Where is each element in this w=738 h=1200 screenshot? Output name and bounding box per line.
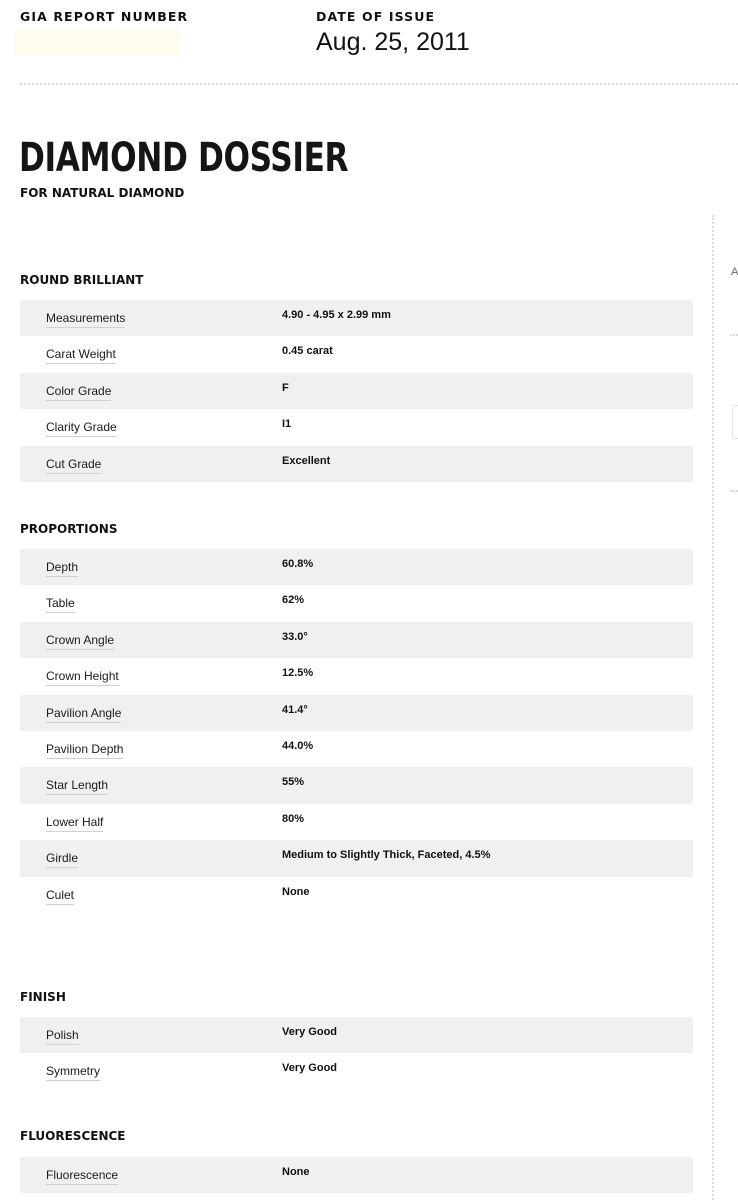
row-value-measurements: 4.90 - 4.95 x 2.99 mm xyxy=(282,309,391,321)
date-of-issue-label: DATE OF ISSUE xyxy=(316,9,436,24)
table-row xyxy=(20,731,693,767)
row-value-depth: 60.8% xyxy=(282,558,314,570)
grading-table-fluorescence xyxy=(20,1157,693,1193)
row-label-polish: Polish xyxy=(46,1028,79,1045)
row-value-fluorescence: None xyxy=(282,1166,310,1178)
row-label-pavilion-depth: Pavilion Depth xyxy=(46,742,123,759)
row-value-lower-half: 80% xyxy=(282,812,305,825)
row-value-crown-angle: 33.0° xyxy=(282,630,308,643)
row-value-clarity-grade: I1 xyxy=(282,418,292,431)
row-label-symmetry: Symmetry xyxy=(46,1064,100,1081)
table-row xyxy=(20,622,693,658)
row-value-crown-height: 12.5% xyxy=(282,667,314,680)
row-label-crown-height: Crown Height xyxy=(46,669,119,686)
date-of-issue-value: Aug. 25, 2011 xyxy=(316,28,470,56)
row-label-carat-weight: Carat Weight xyxy=(46,347,116,364)
row-value-symmetry: Very Good xyxy=(282,1062,338,1075)
row-label-table: Table xyxy=(46,596,75,613)
row-label-cut-grade: Cut Grade xyxy=(46,457,101,474)
report-number-label: GIA REPORT NUMBER xyxy=(20,9,189,24)
side-panel-box xyxy=(732,405,738,439)
section-title-proportions: PROPORTIONS xyxy=(20,522,118,536)
side-panel-dots xyxy=(730,490,738,492)
table-row xyxy=(20,549,693,585)
row-label-clarity-grade: Clarity Grade xyxy=(46,420,117,437)
table-row xyxy=(20,300,693,336)
section-title-finish: FINISH xyxy=(20,990,66,1004)
row-value-table: 62% xyxy=(282,594,305,607)
table-row xyxy=(20,585,693,621)
row-value-polish: Very Good xyxy=(282,1026,338,1038)
table-row xyxy=(20,373,693,409)
row-label-fluorescence: Fluorescence xyxy=(46,1168,118,1185)
section-title-round-brilliant: ROUND BRILLIANT xyxy=(20,273,144,287)
row-label-crown-angle: Crown Angle xyxy=(46,633,114,650)
row-value-star-length: 55% xyxy=(282,776,305,789)
table-row xyxy=(20,877,693,913)
header-divider xyxy=(20,83,738,85)
row-value-carat-weight: 0.45 carat xyxy=(282,345,333,358)
table-row xyxy=(20,1017,693,1053)
row-value-culet: None xyxy=(282,885,310,898)
row-value-cut-grade: Excellent xyxy=(282,454,331,467)
table-row xyxy=(20,695,693,731)
row-value-pavilion-angle: 41.4° xyxy=(282,703,308,716)
page-subtitle: FOR NATURAL DIAMOND xyxy=(20,186,185,200)
table-row xyxy=(20,658,693,694)
side-panel-dots xyxy=(730,334,738,336)
report-number-value-redacted xyxy=(14,30,180,56)
side-panel-letter: A xyxy=(731,266,738,278)
row-value-color-grade: F xyxy=(282,381,289,394)
row-value-pavilion-depth: 44.0% xyxy=(282,739,314,752)
row-label-depth: Depth xyxy=(46,560,78,577)
table-row xyxy=(20,767,693,803)
table-row xyxy=(20,446,693,482)
row-label-pavilion-angle: Pavilion Angle xyxy=(46,706,121,723)
table-row xyxy=(20,840,693,876)
section-title-fluorescence: FLUORESCENCE xyxy=(20,1129,126,1143)
table-row xyxy=(20,336,693,372)
row-label-lower-half: Lower Half xyxy=(46,815,103,832)
grading-table-round-brilliant xyxy=(20,300,693,482)
row-label-culet: Culet xyxy=(46,888,74,905)
row-label-color-grade: Color Grade xyxy=(46,384,111,401)
grading-table-proportions xyxy=(20,549,693,913)
table-row xyxy=(20,409,693,445)
grading-table-finish xyxy=(20,1017,693,1090)
side-panel-divider xyxy=(712,215,714,1200)
table-row xyxy=(20,1157,693,1193)
row-label-measurements: Measurements xyxy=(46,311,125,328)
page-title: DIAMOND DOSSIER xyxy=(19,135,349,181)
table-row xyxy=(20,804,693,840)
row-label-star-length: Star Length xyxy=(46,778,108,795)
table-row xyxy=(20,1053,693,1089)
row-label-girdle: Girdle xyxy=(46,851,78,868)
row-value-girdle: Medium to Slightly Thick, Faceted, 4.5% xyxy=(282,849,491,862)
